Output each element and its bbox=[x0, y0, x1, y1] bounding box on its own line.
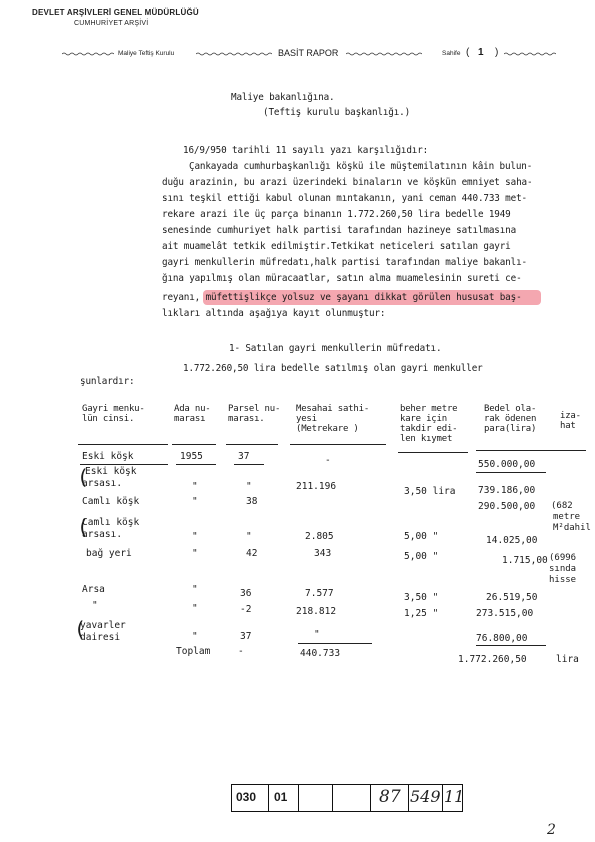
body-line: ait muamelât tetkik edilmiştir.Tetkikat neticeleri satılan gayri bbox=[162, 241, 511, 252]
cell-cins: Eski köşk arsası. bbox=[82, 466, 137, 489]
total-bedel: 1.772.260,50 bbox=[458, 654, 527, 665]
section-intro-line2: şunlardır: bbox=[80, 376, 135, 387]
header-wavy-mid1 bbox=[196, 52, 272, 56]
cell-cins: Camlı köşk arsası. bbox=[82, 517, 140, 540]
cell-mesaha: 211.196 bbox=[296, 481, 337, 492]
total-label: Toplam bbox=[176, 646, 211, 657]
cell-parsel: 38 bbox=[246, 496, 258, 507]
body-line: rekare arazi ile üç parça binanın 1.772.260,50 lira bedelle 1949 bbox=[162, 209, 511, 220]
col-header-mesaha: Mesahai sathi- yesi (Metrekare ) bbox=[296, 404, 370, 434]
body-line: Çankayada cumhurbaşkanlığı köşkü ile müştemilatının kâin bulun- bbox=[189, 161, 533, 172]
archive-code-cell: 030 bbox=[236, 790, 257, 804]
header-wavy-mid2 bbox=[346, 52, 422, 56]
cell-ada: " bbox=[192, 603, 198, 614]
body-line: sını teşkil ettiği kabul olunan mıntakanın, yani ceman 440.733 met- bbox=[162, 193, 527, 204]
cell-izahat: (6996 sında hisse bbox=[549, 553, 577, 585]
cell-ada: " bbox=[192, 584, 198, 595]
cell-ada: " bbox=[192, 496, 198, 507]
section-intro-line1: 1.772.260,50 lira bedelle satılmış olan gayri menkuller bbox=[183, 363, 483, 374]
cell-ada: " bbox=[192, 548, 198, 559]
body-line: lıkları altında aşağıya kayıt olunmuştur: bbox=[162, 308, 386, 319]
row-underline bbox=[176, 464, 216, 465]
body-line: reyanı, müfettişlikçe yolsuz ve şayanı dikkat görülen hususat baş- bbox=[162, 292, 522, 303]
total-mesaha: 440.733 bbox=[300, 648, 341, 659]
cell-bedel: 290.500,00 bbox=[478, 501, 536, 512]
col-header-parsel: Parsel nu- marası. bbox=[228, 404, 281, 424]
row-underline bbox=[476, 645, 546, 646]
row-underline bbox=[80, 464, 168, 465]
header-wavy-right bbox=[504, 52, 556, 56]
cell-parsel: -2 bbox=[240, 604, 252, 615]
cell-bedel: 26.519,50 bbox=[486, 592, 538, 603]
cell-bedel: 14.025,00 bbox=[486, 535, 538, 546]
row-underline bbox=[234, 464, 264, 465]
archive-stamp-line1: DEVLET ARŞİVLERİ GENEL MÜDÜRLÜĞÜ bbox=[32, 8, 199, 17]
col-header-izahat: iza- hat bbox=[560, 411, 581, 431]
cell-mesaha: 343 bbox=[314, 548, 332, 559]
cell-ada: " bbox=[192, 531, 198, 542]
header-underline bbox=[172, 444, 216, 445]
header-page-close-paren: ) bbox=[495, 47, 499, 58]
cell-mesaha: - bbox=[325, 455, 331, 466]
cell-kiymet: 5,00 " bbox=[404, 531, 439, 542]
header-underline bbox=[476, 450, 586, 451]
header-org: Maliye Teftiş Kurulu bbox=[118, 50, 175, 57]
archive-code-cell: 87 bbox=[379, 787, 401, 807]
cell-kiymet: 5,00 " bbox=[404, 551, 439, 562]
cell-kiymet: 3,50 " bbox=[404, 592, 439, 603]
cell-parsel: 42 bbox=[246, 548, 258, 559]
cell-izahat: (682 bbox=[551, 501, 573, 511]
col-header-cins: Gayri menku- lün cinsi. bbox=[82, 404, 145, 424]
header-underline bbox=[78, 444, 168, 445]
cell-mesaha: 218.812 bbox=[296, 606, 337, 617]
row-brace: ( bbox=[74, 617, 87, 641]
cell-ada: " bbox=[192, 631, 198, 642]
col-header-kiymet: beher metre kare için takdir edi- len kıymet bbox=[400, 404, 458, 444]
archive-code-cell: 11 bbox=[444, 787, 465, 806]
body-line: ğına yapılmış olan müracaatlar, satın alma muamelesinin sureti ce- bbox=[162, 273, 522, 284]
cell-parsel: 36 bbox=[240, 588, 252, 599]
archive-code-cell: 549 bbox=[410, 787, 441, 806]
cell-bedel: 273.515,00 bbox=[476, 608, 534, 619]
cell-bedel: 739.186,00 bbox=[478, 485, 536, 496]
cell-ada: " bbox=[192, 481, 198, 492]
total-unit: lira bbox=[556, 654, 579, 665]
header-page-open-paren: ( bbox=[466, 47, 470, 58]
cell-cins: Camlı köşk bbox=[82, 496, 140, 507]
cell-cins: bağ yeri bbox=[86, 548, 132, 559]
archive-stamp-line2: CUMHURİYET ARŞİVİ bbox=[74, 20, 149, 27]
header-page-number: 1 bbox=[478, 47, 484, 58]
col-header-bedel: Bedel ola- rak ödenen para(lira) bbox=[484, 404, 537, 434]
address-line2: (Teftiş kurulu başkanlığı.) bbox=[263, 107, 411, 118]
section-heading: 1- Satılan gayri menkullerin müfredatı. bbox=[229, 343, 442, 354]
header-page-label: Sahife bbox=[442, 50, 461, 57]
cell-cins: Eski köşk bbox=[82, 451, 134, 462]
header-underline bbox=[226, 444, 278, 445]
cell-mesaha: 7.577 bbox=[305, 588, 334, 599]
cell-kiymet: 1,25 " bbox=[404, 608, 439, 619]
address-line1: Maliye bakanlığına. bbox=[231, 92, 335, 103]
cell-bedel: 550.000,00 bbox=[478, 459, 536, 470]
cell-cins: " bbox=[92, 600, 98, 611]
cell-parsel: 37 bbox=[240, 631, 252, 642]
cell-mesaha: 2.805 bbox=[305, 531, 334, 542]
header-title: BASİT RAPOR bbox=[278, 48, 339, 58]
cell-kiymet: 3,50 lira bbox=[404, 486, 456, 497]
cell-cins: yavarler dairesi bbox=[80, 620, 126, 643]
cell-ada: 1955 bbox=[180, 451, 203, 462]
body-line: gayri menkullerin müfredatı,halk partisi tarafından maliye bakanlı- bbox=[162, 257, 527, 268]
total-ada: - bbox=[238, 646, 244, 657]
body-line: 16/9/950 tarihli 11 sayılı yazı karşılığıdır: bbox=[183, 145, 429, 156]
row-brace: ( bbox=[77, 465, 90, 489]
archive-code-cell: 01 bbox=[274, 790, 288, 804]
cell-izahat: metre M²dahil bbox=[553, 512, 591, 533]
body-line: duğu arazinin, bu arazi üzerindeki binaların ve köşkün emniyet saha- bbox=[162, 177, 533, 188]
row-brace: ( bbox=[77, 515, 90, 539]
header-underline bbox=[290, 444, 386, 445]
body-line: senesinde cumhuriyet halk partisi tarafından hazineye satılmasına bbox=[162, 225, 517, 236]
handwritten-page-number: 2 bbox=[547, 822, 556, 838]
header-underline bbox=[398, 452, 468, 453]
cell-cins: Arsa bbox=[82, 584, 105, 595]
cell-mesaha: " bbox=[314, 629, 320, 640]
cell-parsel: " bbox=[246, 531, 252, 542]
col-header-ada: Ada nu- marası bbox=[174, 404, 211, 424]
cell-bedel: 76.800,00 bbox=[476, 633, 528, 644]
cell-parsel: 37 bbox=[238, 451, 250, 462]
header-wavy-left bbox=[62, 52, 114, 56]
row-underline bbox=[476, 472, 546, 473]
row-underline bbox=[298, 643, 372, 644]
archive-code-box bbox=[231, 784, 463, 812]
cell-parsel: " bbox=[246, 481, 252, 492]
cell-bedel: 1.715,00 bbox=[502, 555, 548, 566]
